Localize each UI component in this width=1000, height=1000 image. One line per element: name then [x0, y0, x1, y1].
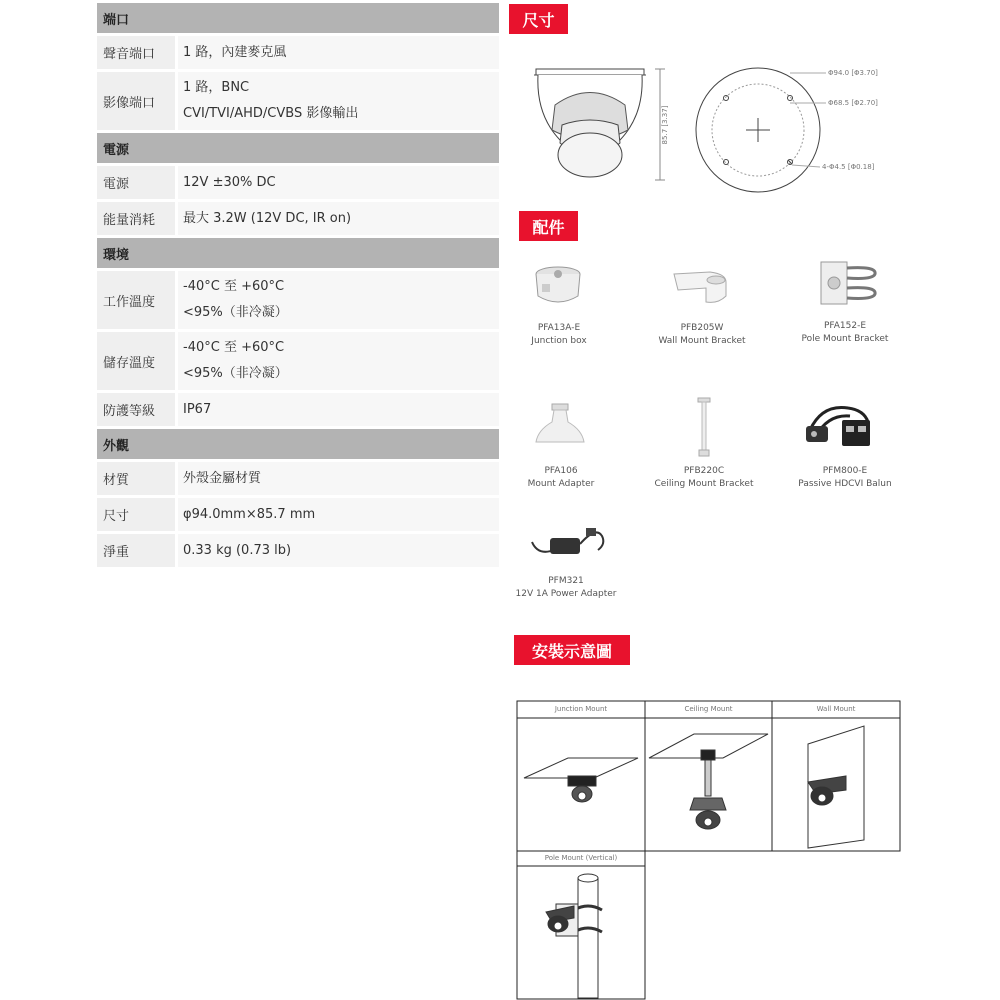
power-adapter-image [528, 522, 608, 562]
ceiling-mount-illustration [649, 734, 768, 829]
spec-label: 材質 [97, 462, 175, 495]
outer-diameter-label: Φ94.0 [Φ3.70] [828, 69, 878, 77]
accessory-model: PFM800-E [822, 466, 868, 476]
section-header-power: 電源 [97, 133, 499, 163]
spec-value-line: 0.33 kg (0.73 lb) [183, 542, 292, 558]
spec-label: 工作溫度 [97, 271, 175, 329]
junction-mount-illustration [524, 758, 638, 802]
spec-value [178, 393, 499, 426]
accessory-caption [644, 465, 764, 491]
spec-value [178, 271, 499, 329]
installation-heading: 安裝示意圖 [514, 635, 630, 665]
accessory-model: PFM321 [548, 576, 584, 586]
spec-value-line: φ94.0mm×85.7 mm [183, 506, 316, 522]
spec-value [178, 332, 499, 390]
accessory-model: PFA152-E [823, 321, 867, 331]
spec-label: 電源 [97, 166, 175, 199]
spec-value-line: <95%（非冷凝） [183, 305, 288, 320]
accessory-model: PFB220C [683, 466, 725, 476]
inner-diameter-label: Φ68.5 [Φ2.70] [828, 99, 878, 107]
spec-value-line: CVI/TVI/AHD/CVBS 影像輸出 [183, 106, 359, 121]
spec-label: 影像端口 [97, 72, 175, 130]
hole-diameter-label: 4-Φ4.5 [Φ0.18] [822, 163, 875, 171]
camera-side-view [534, 69, 665, 180]
spec-label: 尺寸 [97, 498, 175, 531]
spec-row-protection [97, 393, 499, 426]
accessory-model: PFA106 [544, 466, 578, 476]
spec-row-dimensions [97, 498, 499, 531]
wall-mount-bracket-image [670, 268, 730, 310]
spec-row-weight [97, 534, 499, 567]
spec-value-line: 1 路，內建麥克風 [183, 44, 287, 60]
spec-value [178, 36, 499, 69]
camera-top-view [696, 68, 826, 192]
accessory-desc: Ceiling Mount Bracket [654, 479, 754, 489]
dimensions-heading: 尺寸 [509, 4, 568, 34]
accessory-caption [642, 322, 762, 348]
accessory-desc: Junction box [531, 336, 587, 346]
panel-label: Wall Mount [816, 705, 856, 713]
accessories-heading: 配件 [519, 211, 578, 241]
spec-row-storage-temp [97, 332, 499, 390]
installation-diagram [516, 700, 902, 1000]
mount-adapter-image [530, 400, 590, 448]
ceiling-mount-bracket-image [694, 396, 714, 460]
spec-value [178, 534, 499, 567]
spec-value [178, 166, 499, 199]
spec-value-line: -40°C 至 +60°C [183, 340, 285, 355]
spec-value-line: 12V ±30% DC [183, 174, 276, 190]
accessory-model: PFB205W [680, 323, 724, 333]
accessory-desc: Mount Adapter [527, 479, 595, 489]
accessory-model: PFA13A-E [537, 323, 581, 333]
section-header-ports: 端口 [97, 3, 499, 33]
spec-row-video-port [97, 72, 499, 130]
accessory-caption [785, 320, 905, 346]
spec-value [178, 498, 499, 531]
accessory-desc: Pole Mount Bracket [801, 334, 889, 344]
section-header-appearance: 外觀 [97, 429, 499, 459]
junction-box-image [528, 262, 588, 310]
spec-value [178, 72, 499, 130]
height-dimension-label: 85.7 [3.37] [661, 105, 669, 145]
panel-label: Ceiling Mount [684, 705, 733, 713]
spec-label: 淨重 [97, 534, 175, 567]
spec-table [97, 3, 499, 570]
panel-label: Junction Mount [554, 705, 608, 713]
pole-mount-bracket-image [815, 258, 879, 308]
balun-image [802, 400, 872, 452]
spec-value-line: IP67 [183, 401, 212, 417]
accessory-caption [785, 465, 905, 491]
spec-label: 能量消耗 [97, 202, 175, 235]
accessory-caption [501, 465, 621, 491]
spec-label: 儲存溫度 [97, 332, 175, 390]
spec-value [178, 202, 499, 235]
accessory-desc: Wall Mount Bracket [658, 336, 746, 346]
accessory-desc: 12V 1A Power Adapter [515, 589, 617, 599]
accessory-desc: Passive HDCVI Balun [798, 479, 892, 489]
dimension-drawing [520, 55, 900, 205]
section-header-environment: 環境 [97, 238, 499, 268]
spec-label: 防護等級 [97, 393, 175, 426]
spec-row-consumption [97, 202, 499, 235]
wall-mount-illustration [808, 726, 864, 848]
spec-row-operating-temp [97, 271, 499, 329]
spec-value-line: 1 路，BNC [183, 80, 250, 95]
spec-value-line: 最大 3.2W (12V DC, IR on) [183, 210, 352, 226]
pole-mount-illustration [546, 874, 602, 998]
spec-label: 聲音端口 [97, 36, 175, 69]
panel-label: Pole Mount (Vertical) [544, 854, 618, 862]
spec-value-line: 外殼金屬材質 [183, 470, 262, 486]
accessory-caption [499, 322, 619, 348]
spec-value-line: <95%（非冷凝） [183, 366, 288, 381]
spec-row-audio-port [97, 36, 499, 69]
spec-row-power [97, 166, 499, 199]
accessory-caption [506, 575, 626, 601]
spec-value [178, 462, 499, 495]
spec-row-material [97, 462, 499, 495]
spec-value-line: -40°C 至 +60°C [183, 279, 285, 294]
